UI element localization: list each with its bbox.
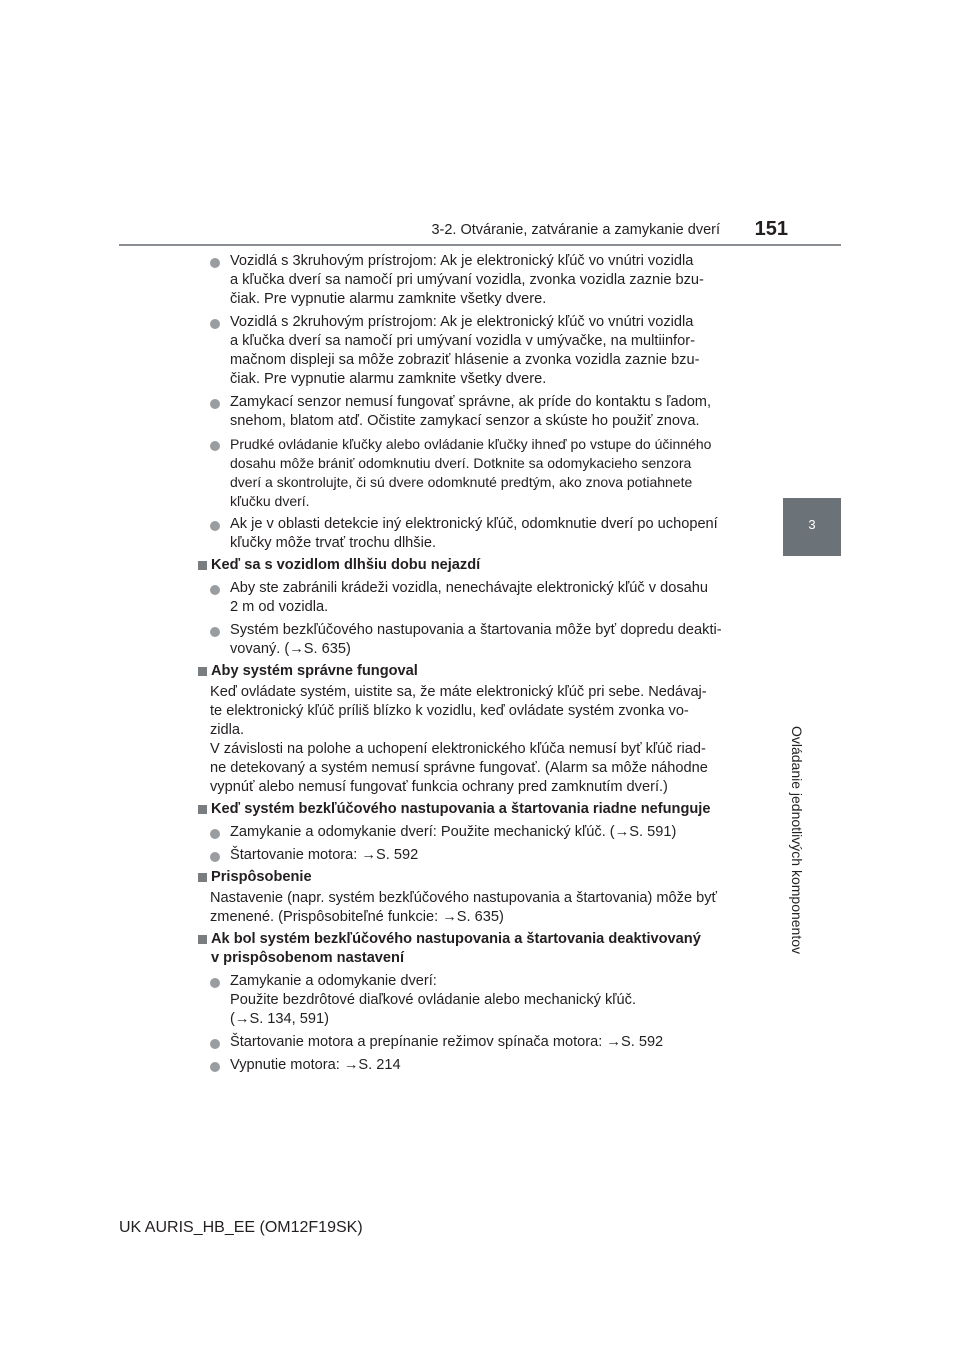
section-heading — [198, 800, 750, 819]
bullet-item — [210, 435, 750, 511]
line: čiak. Pre vypnutie alarmu zamknite všetky dvere. — [230, 291, 547, 307]
line: Prudké ovládanie kľučky alebo ovládanie kľučky ihneď po vstupe do účinného — [230, 436, 712, 452]
line: Štartovanie motora: →S. 592 — [230, 847, 419, 863]
line: Vozidlá s 2kruhovým prístrojom: Ak je elektronický kľúč vo vnútri vozidla — [230, 314, 694, 330]
section-square-icon — [198, 805, 207, 814]
chapter-tab: 3 — [783, 498, 841, 556]
line: dverí a skontrolujte, či sú dvere odomknuté predtým, ako znova potiahnete — [230, 474, 693, 490]
line: Keď ovládate systém, uistite sa, že máte elektronický kľúč pri sebe. Nedávaj- — [210, 684, 707, 700]
section-heading-text: Prispôsobenie — [211, 869, 312, 885]
bullet-dot-icon — [210, 441, 220, 451]
bullet-dot-icon — [210, 978, 220, 988]
bullet-dot-icon — [210, 399, 220, 409]
section-square-icon — [198, 935, 207, 944]
line: ne detekovaný a systém nemusí správne fungovať. (Alarm sa môže náhodne — [210, 760, 708, 776]
bullet-item — [210, 579, 750, 617]
bullet-dot-icon — [210, 585, 220, 595]
bullet-item — [210, 846, 750, 865]
line: zidla. — [210, 722, 245, 738]
header-rule — [119, 244, 841, 246]
bullet-dot-icon — [210, 829, 220, 839]
bullet-dot-icon — [210, 852, 220, 862]
bullet-dot-icon — [210, 627, 220, 637]
line: a kľučka dverí sa namočí pri umývaní vozidla v umývačke, na multiinfor- — [230, 333, 695, 349]
section-heading — [198, 556, 750, 575]
section-square-icon — [198, 667, 207, 676]
line: a kľučka dverí sa namočí pri umývaní vozidla, zvonka vozidla zaznie bzu- — [230, 272, 704, 288]
bullet-item — [210, 515, 750, 553]
line: snehom, blatom atď. Očistite zamykací senzor a skúste ho použiť znova. — [230, 413, 700, 429]
header-title: 3-2. Otváranie, zatváranie a zamykanie dverí — [431, 222, 720, 238]
section-heading — [198, 868, 750, 887]
line: dosahu môže brániť odomknutiu dverí. Dotknite sa odomykacieho senzora — [230, 455, 692, 471]
line: Štartovanie motora a prepínanie režimov spínača motora: →S. 592 — [230, 1034, 664, 1050]
chapter-title-text: Ovládanie jednotlivých komponentov — [789, 725, 805, 955]
line: Ak je v oblasti detekcie iný elektronický kľúč, odomknutie dverí po uchopení — [230, 516, 718, 532]
bullet-dot-icon — [210, 521, 220, 531]
section-heading-text: Keď systém bezkľúčového nastupovania a štartovania riadne nefunguje — [211, 801, 711, 817]
line: V závislosti na polohe a uchopení elektronického kľúča nemusí byť kľúč riad- — [210, 741, 706, 757]
line: čiak. Pre vypnutie alarmu zamknite všetky dvere. — [230, 371, 547, 387]
bullet-item — [210, 393, 750, 431]
line: v prispôsobenom nastavení — [211, 950, 405, 966]
section-heading — [198, 930, 750, 968]
section-square-icon — [198, 561, 207, 570]
page-content — [210, 248, 750, 1075]
bullet-dot-icon — [210, 319, 220, 329]
bullet-item — [210, 1033, 750, 1052]
line: Použite bezdrôtové diaľkové ovládanie alebo mechanický kľúč. — [230, 992, 637, 1008]
line: kľučku dverí. — [230, 493, 310, 509]
line: mačnom displeji sa môže zobraziť hlásenie a zvonka vozidla zaznie bzu- — [230, 352, 700, 368]
line: Zamykanie a odomykanie dverí: Použite mechanický kľúč. (→S. 591) — [230, 824, 677, 840]
line: kľučky môže trvať trochu dlhšie. — [230, 535, 437, 551]
line: 2 m od vozidla. — [230, 599, 329, 615]
bullet-item — [210, 252, 750, 309]
section-square-icon — [198, 873, 207, 882]
line: zmenené. (Prispôsobiteľné funkcie: →S. 635) — [210, 909, 504, 925]
line: Vozidlá s 3kruhovým prístrojom: Ak je elektronický kľúč vo vnútri vozidla — [230, 253, 694, 269]
line: Systém bezkľúčového nastupovania a štartovania môže byť dopredu deakti- — [230, 622, 722, 638]
bullet-dot-icon — [210, 258, 220, 268]
bullet-dot-icon — [210, 1039, 220, 1049]
page-number: 151 — [754, 218, 788, 240]
section-heading-text: Keď sa s vozidlom dlhšiu dobu nejazdí — [211, 557, 481, 573]
line: (→S. 134, 591) — [230, 1011, 329, 1027]
section-heading-text: Aby systém správne fungoval — [211, 663, 418, 679]
footer-model-code: UK AURIS_HB_EE (OM12F19SK) — [119, 1219, 363, 1236]
bullet-item — [210, 1056, 750, 1075]
bullet-dot-icon — [210, 1062, 220, 1072]
paragraph — [210, 683, 750, 797]
bullet-item — [210, 972, 750, 1029]
paragraph — [210, 889, 750, 927]
section-heading — [198, 662, 750, 681]
line: Nastavenie (napr. systém bezkľúčového nastupovania a štartovania) môže byť — [210, 890, 717, 906]
line: Aby ste zabránili krádeži vozidla, nenechávajte elektronický kľúč v dosahu — [230, 580, 708, 596]
bullet-item — [210, 313, 750, 389]
bullet-item — [210, 823, 750, 842]
line: vovaný. (→S. 635) — [230, 641, 351, 657]
line: Zamykací senzor nemusí fungovať správne, ak príde do kontaktu s ľadom, — [230, 394, 712, 410]
line: te elektronický kľúč príliš blízko k vozidlu, keď ovládate systém zvonka vo- — [210, 703, 689, 719]
line: Vypnutie motora: →S. 214 — [230, 1057, 401, 1073]
bullet-item — [210, 621, 750, 659]
line: vypnúť alebo nemusí fungovať funkcia ochrany pred zamknutím dverí.) — [210, 779, 668, 795]
line: Zamykanie a odomykanie dverí: — [230, 973, 437, 989]
line: Ak bol systém bezkľúčového nastupovania a štartovania deaktivovaný — [211, 931, 701, 947]
